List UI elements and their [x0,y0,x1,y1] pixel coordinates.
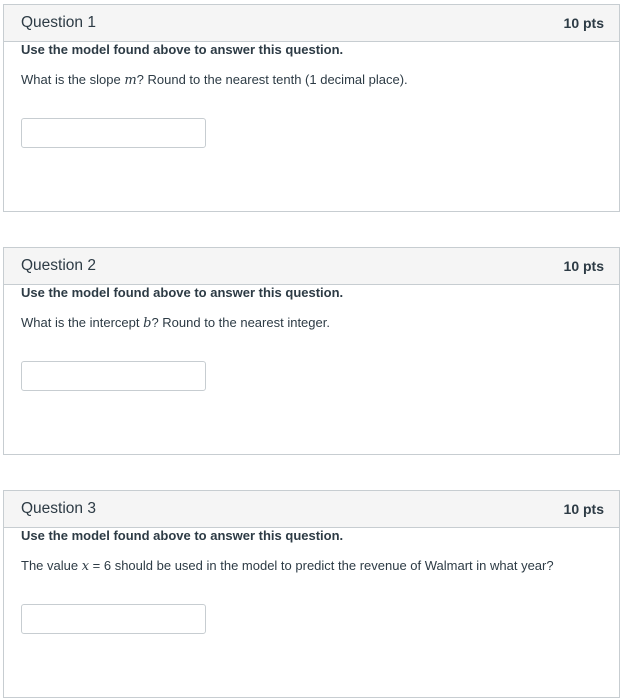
question-header [4,5,619,42]
question-text [21,315,330,331]
question-text [21,72,408,88]
question-points: 10 pts [563,15,604,31]
math-variable: b [143,316,152,331]
question-title: Question 1 [21,14,96,31]
answer-input[interactable] [21,604,206,634]
question-instruction: Use the model found above to answer this question. [21,528,344,543]
question-3 [3,490,620,698]
question-points: 10 pts [563,258,604,274]
question-text-before: The value [21,558,82,573]
question-text-after: should be used in the model to predict the revenue of Walmart in what year? [111,558,554,573]
question-header [4,491,619,528]
question-instruction: Use the model found above to answer this question. [21,42,344,57]
question-2 [3,247,620,455]
math-variable: x [81,559,90,574]
answer-input[interactable] [21,361,206,391]
question-points: 10 pts [563,501,604,517]
question-title: Question 2 [21,257,96,274]
question-text-before: What is the slope [21,72,125,87]
question-text-after: ? Round to the nearest integer. [151,315,330,330]
question-1 [3,4,620,212]
question-text-before: What is the intercept [21,315,144,330]
math-equation-rest: = 6 [89,558,112,573]
question-title: Question 3 [21,500,96,517]
question-text-after: ? Round to the nearest tenth (1 decimal place). [136,72,408,87]
question-text [21,558,554,574]
question-instruction: Use the model found above to answer this question. [21,285,344,300]
question-header [4,248,619,285]
math-variable: m [124,73,137,88]
answer-input[interactable] [21,118,206,148]
